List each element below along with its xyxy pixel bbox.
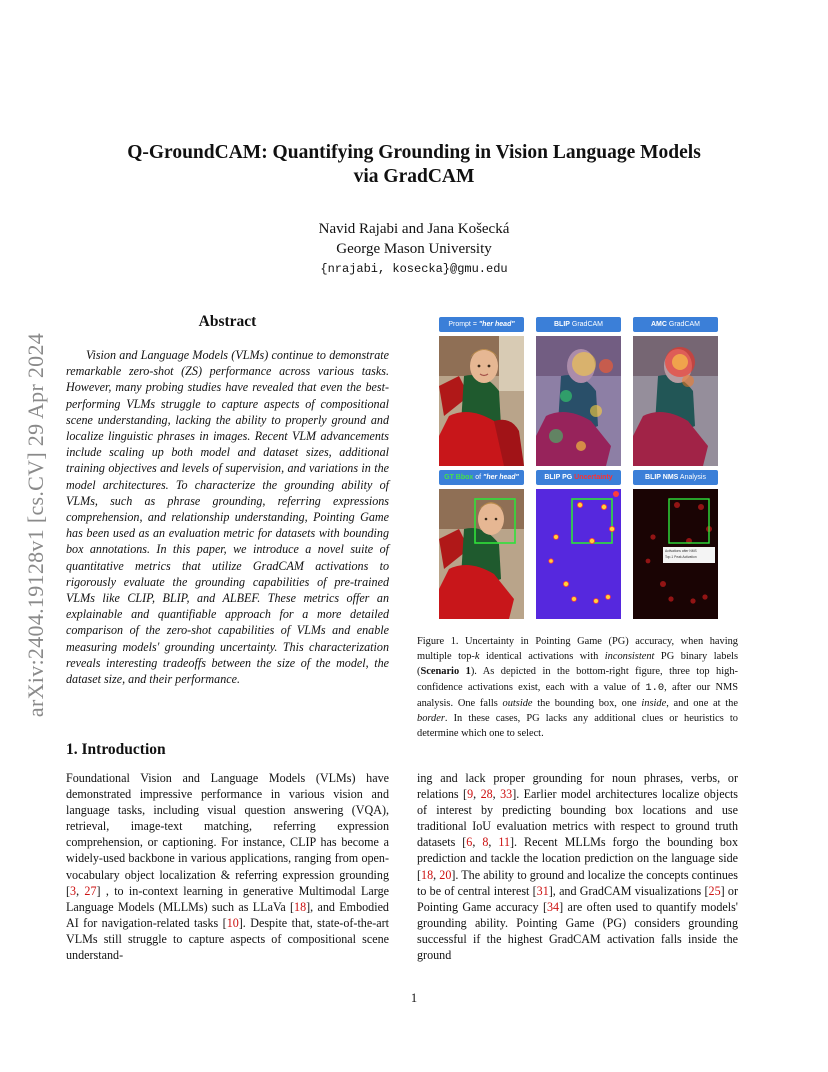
blip-gradcam-image (536, 336, 621, 466)
citation-link[interactable]: 28 (480, 787, 493, 802)
affiliation: George Mason University (336, 241, 492, 257)
title-line-2: via GradCAM (353, 166, 475, 187)
intro-heading: 1. Introduction (66, 741, 166, 758)
blip-nms-pill: BLIP NMS Analysis (633, 470, 718, 485)
citation-link[interactable]: 33 (500, 787, 513, 802)
figure-1 (439, 317, 723, 619)
citation-link[interactable]: 34 (547, 899, 560, 914)
figure-caption: Figure 1. Uncertainty in Pointing Game (PG) accuracy, when having multiple top-k identical activations with inconsistent PG binary labels (Scenario 1). As depicted in the bottom-right figure, three top high-confidence activations exist, each with a value of 1.0, after our NMS analysis. One falls outside the bounding box, one inside, and one at the border. In these cases, PG lacks any additional clues or heuristics to determine which one to select. (417, 636, 738, 740)
citation-link[interactable]: 3 (70, 883, 77, 898)
title-line-1: Q-GroundCAM: Quantifying Grounding in Vision Language Models (127, 142, 701, 163)
nms-legend (665, 549, 715, 560)
intro-paragraph-left: Foundational Vision and Language Models (VLMs) have demonstrated impressive performance in various vision and language tasks, including visual question answering (VQA), retrieval, image-text matching, referring expression comprehension, or captioning. For instance, CLIP has become a widely-used backbone in various applications, ranging from open-vocabulary object localization & referring expression grounding [3, 27] , to in-context learning in generative Multimodal Large Language Models (MLLMs) such as LLaVa [18], and Embodied AI for navigation-related tasks [10]. Despite that, state-of-the-art VLMs still struggle to capture aspects of compositional scene understand- (66, 771, 390, 963)
blip-gradcam-pill: BLIP GradCAM (536, 317, 621, 332)
citation-link[interactable]: 8 (482, 835, 489, 850)
gt-bbox-pill: GT Bbox of "her head" (439, 470, 524, 485)
citation-link[interactable]: 9 (467, 787, 474, 802)
citation-link[interactable]: 6 (466, 835, 473, 850)
citation-link[interactable]: 10 (226, 915, 239, 930)
blip-pg-pill: BLIP PG Uncertainty (536, 470, 621, 485)
nms-legend-item: Activations after NMS (665, 549, 697, 553)
citation-link[interactable]: 11 (498, 835, 511, 850)
paper-title (64, 141, 764, 189)
abstract-heading: Abstract (198, 313, 257, 330)
original-image (439, 336, 524, 466)
amc-gradcam-image (633, 336, 718, 466)
blip-pg-uncertainty-image (536, 489, 621, 619)
page-number: 1 (410, 991, 418, 1005)
citation-link[interactable]: 20 (439, 867, 452, 882)
abstract-body: Vision and Language Models (VLMs) continue to demonstrate remarkable zero-shot (ZS) performance across various tasks. However, many probing studies have revealed that even the best-performing VLMs struggle to capture aspects of compositional scene understanding, lacking the ability to properly ground and localize linguistic phrases in images. Recent VLM advancements include scaling up both model and dataset sizes, additional training objectives and levels of supervision, and variations in the model architectures. To characterize the grounding ability of VLMs, such as phrase grounding, referring expressions comprehension, and relationship understanding, Pointing Game has been used as an evaluation metric for datasets with bounding box annotations. In this paper, we introduce a novel suite of quantitative metrics that utilize GradCAM activations to rigorously evaluate the grounding capabilities of pre-trained VLMs like CLIP, BLIP, and ALBEF. These metrics offer an explainable and quantifiable approach for a more detailed comparison of the zero-shot capabilities of VLMs and enable measuring models' grounding uncertainty. This characterization reveals interesting tradeoffs between the size of the model, the dataset size, and their performance. (66, 348, 389, 687)
prompt-pill: Prompt = "her head" (439, 317, 524, 332)
arxiv-sidebar (14, 285, 58, 765)
amc-gradcam-pill: AMC GradCAM (633, 317, 718, 332)
citation-link[interactable]: 18 (294, 899, 307, 914)
nms-legend-item: Top-1 Peak Activation (665, 554, 697, 559)
citation-link[interactable]: 31 (536, 883, 549, 898)
arxiv-id: arXiv:2404.19128v1 [cs.CV] 29 Apr 2024 (23, 332, 48, 718)
citation-link[interactable]: 18 (421, 867, 434, 882)
citation-link[interactable]: 25 (708, 883, 721, 898)
citation-link[interactable]: 27 (84, 883, 97, 898)
author-email: {nrajabi, kosecka}@gmu.edu (320, 262, 508, 276)
gt-bbox-image (439, 489, 524, 619)
intro-paragraph-right: ing and lack proper grounding for noun phrases, verbs, or relations [9, 28, 33]. Earlier model architectures localize objects of interest by predicting bounding box locations and use traditional IoU evaluation metrics with respect to ground truth datasets [6, 8, 11]. Recent MLLMs forgo the bounding box prediction and tackle the location prediction on the language side [18, 20]. The ability to ground and localize the concepts continues to be of central interest [31], and GradCAM visualizations [25] or Pointing Game accuracy [34] are often used to quantify models' grounding ability. Pointing Game (PG) considers grounding successful if the highest GradCAM activation falls inside the ground (417, 771, 739, 963)
authors: Navid Rajabi and Jana Košecká (318, 221, 510, 237)
